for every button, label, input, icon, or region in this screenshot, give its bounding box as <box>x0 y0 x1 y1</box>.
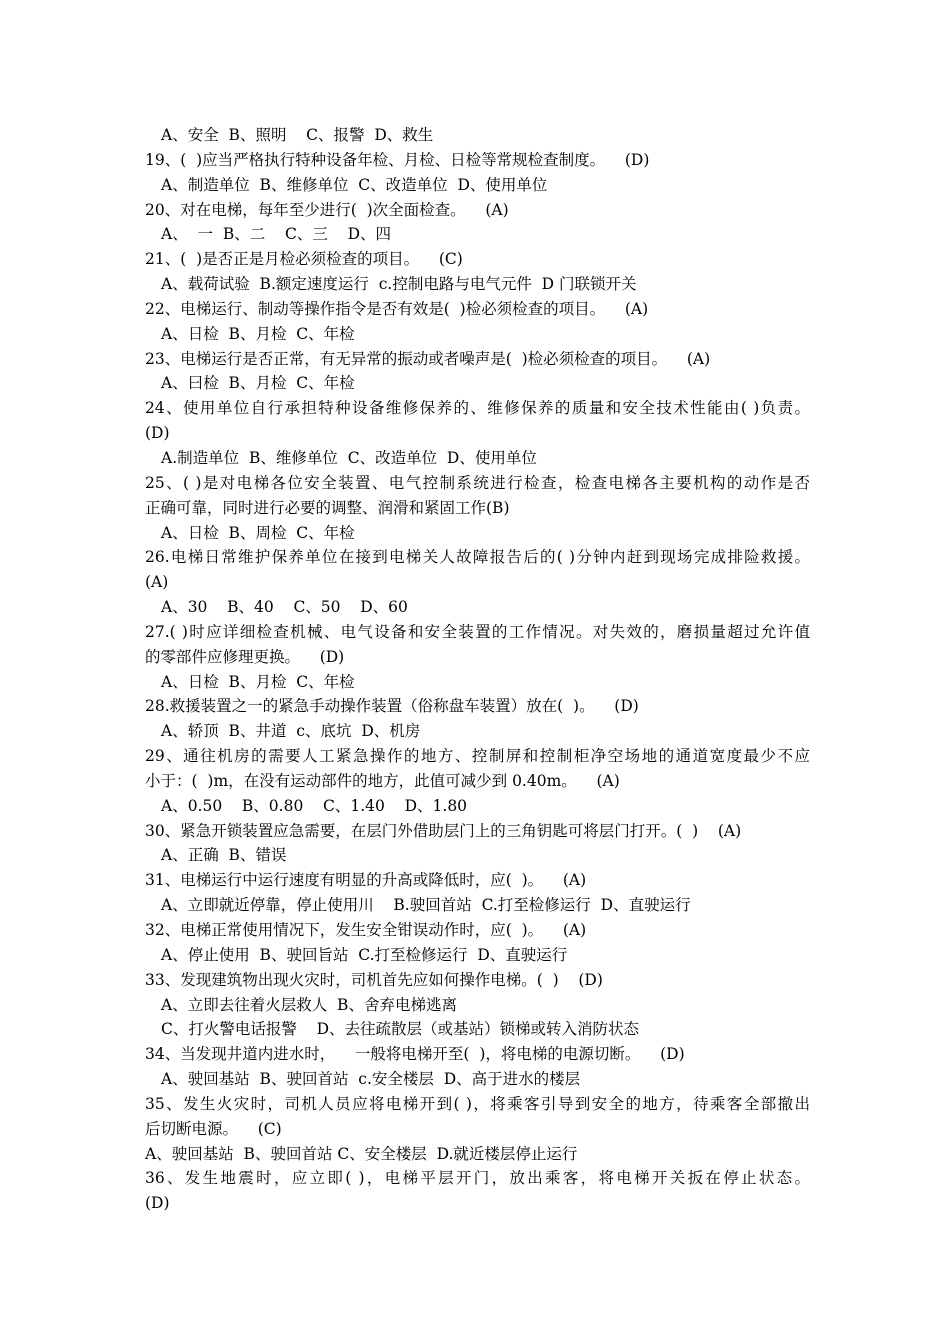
question-line: 31、电梯运行中运行速度有明显的升高或降低时，应( )。 (A) <box>145 871 587 890</box>
answer-options-line: A、立即去往着火层救人 B、舍弃电梯逃离 <box>161 995 457 1014</box>
continuation-line: A、驶回基站 B、驶回首站 C、安全楼层 D.就近楼层停止运行 <box>145 1144 578 1163</box>
continuation-line: 的零部件应修理更换。 (D) <box>145 647 345 666</box>
continuation-line: 后切断电源。 (C) <box>145 1119 282 1138</box>
continuation-line: (A) <box>145 573 169 592</box>
answer-options-line: A.制造单位 B、维修单位 C、改造单位 D、使用单位 <box>161 448 537 467</box>
question-line: 34、当发现井道内进水时， 一般将电梯开至( )，将电梯的电源切断。 (D) <box>145 1045 685 1064</box>
answer-options-line: A、制造单位 B、维修单位 C、改造单位 D、使用单位 <box>161 175 548 194</box>
answer-options-line: A、30 B、40 C、50 D、60 <box>161 598 408 617</box>
answer-options-line: A、安全 B、照明 C、报警 D、救生 <box>161 126 434 144</box>
question-line: 36、发生地震时，应立即( )，电梯平层开门，放出乘客，将电梯开关扳在停止状态。 <box>145 1169 810 1188</box>
question-line: 24、使用单位自行承担特种设备维修保养的、维修保养的质量和安全技术性能由( )负责。 <box>145 399 810 418</box>
answer-options-line: A、日检 B、月检 C、年检 <box>161 324 355 343</box>
answer-options-line: A、0.50 B、0.80 C、1.40 D、1.80 <box>161 796 468 815</box>
question-line: 20、对在电梯，每年至少进行( )次全面检查。 (A) <box>145 200 509 219</box>
question-line: 32、电梯正常使用情况下，发生安全钳误动作时，应( )。 (A) <box>145 921 587 939</box>
answer-options-line: A、轿顶 B、井道 c、底坑 D、机房 <box>161 722 421 741</box>
answer-options-line: A、日检 B、周检 C、年检 <box>161 523 355 542</box>
question-list <box>145 123 810 1216</box>
continuation-line: (D) <box>145 1194 170 1213</box>
answer-options-line: A、正确 B、错误 <box>161 846 287 865</box>
question-line: 21、( )是否正是月检必须检查的项目。 (C) <box>145 250 463 269</box>
question-line: 22、电梯运行、制动等操作指令是否有效是( )检必须检查的项目。 (A) <box>145 299 649 318</box>
question-line: 33、发现建筑物出现火灾时，司机首先应如何操作电梯。( ) (D) <box>145 970 603 989</box>
question-line: 26.电梯日常维护保养单位在接到电梯关人故障报告后的( )分钟内赶到现场完成排险救援。 <box>145 548 810 567</box>
question-line: 30、紧急开锁装置应急需要，在层门外借助层门上的三角钥匙可将层门打开。( ) (A) <box>145 821 742 840</box>
question-line: 29、通往机房的需要人工紧急操作的地方、控制屏和控制柜净空场地的通道宽度最少不应 <box>145 747 810 766</box>
answer-options-line: A、曰检 B、月检 C、年检 <box>161 374 355 393</box>
question-line: 28.救援装置之一的紧急手动操作装置（俗称盘车装置）放在( )。 (D) <box>145 697 639 716</box>
question-line: 25、( )是对电梯各位安全装置、电气控制系统进行检查，检查电梯各主要机构的动作是否 <box>145 473 810 492</box>
answer-options-line: A、立即就近停靠，停止使用川 B.驶回首站 C.打至检修运行 D、直驶运行 <box>161 896 691 915</box>
answer-options-line: A、载荷试验 B.额定速度运行 c.控制电路与电气元件 D 门联锁开关 <box>161 275 637 294</box>
answer-options-line: C、打火警电话报警 D、去往疏散层（或基站）锁梯或转入消防状态 <box>161 1020 639 1039</box>
question-line: 23、电梯运行是否正常，有无异常的振动或者噪声是( )检必须检查的项目。 (A) <box>145 349 711 368</box>
continuation-line: (D) <box>145 424 170 443</box>
question-line: 27.( )时应详细检查机械、电气设备和安全装置的工作情况。对失效的，磨损量超过允许值 <box>145 622 810 641</box>
continuation-line: 正确可靠，同时进行必要的调整、润滑和紧固工作(B) <box>145 498 510 517</box>
question-line: 35、发生火灾时，司机人员应将电梯开到( )，将乘客引导到安全的地方，待乘客全部撤出 <box>145 1094 810 1113</box>
answer-options-line: A、 一 B、二 C、三 D、四 <box>161 225 391 244</box>
question-line: 19、( )应当严格执行特种设备年检、月检、日检等常规检查制度。 (D) <box>145 150 650 169</box>
continuation-line: 小于：( )m，在没有运动部件的地方，此值可减少到 0.40m。 (A) <box>145 771 620 790</box>
answer-options-line: A、驶回基站 B、驶回首站 c.安全楼层 D、高于进水的楼层 <box>161 1070 581 1089</box>
answer-options-line: A、停止使用 B、驶回旨站 C.打至检修运行 D、直驶运行 <box>161 945 568 964</box>
answer-options-line: A、日检 B、月检 C、年检 <box>161 672 355 691</box>
